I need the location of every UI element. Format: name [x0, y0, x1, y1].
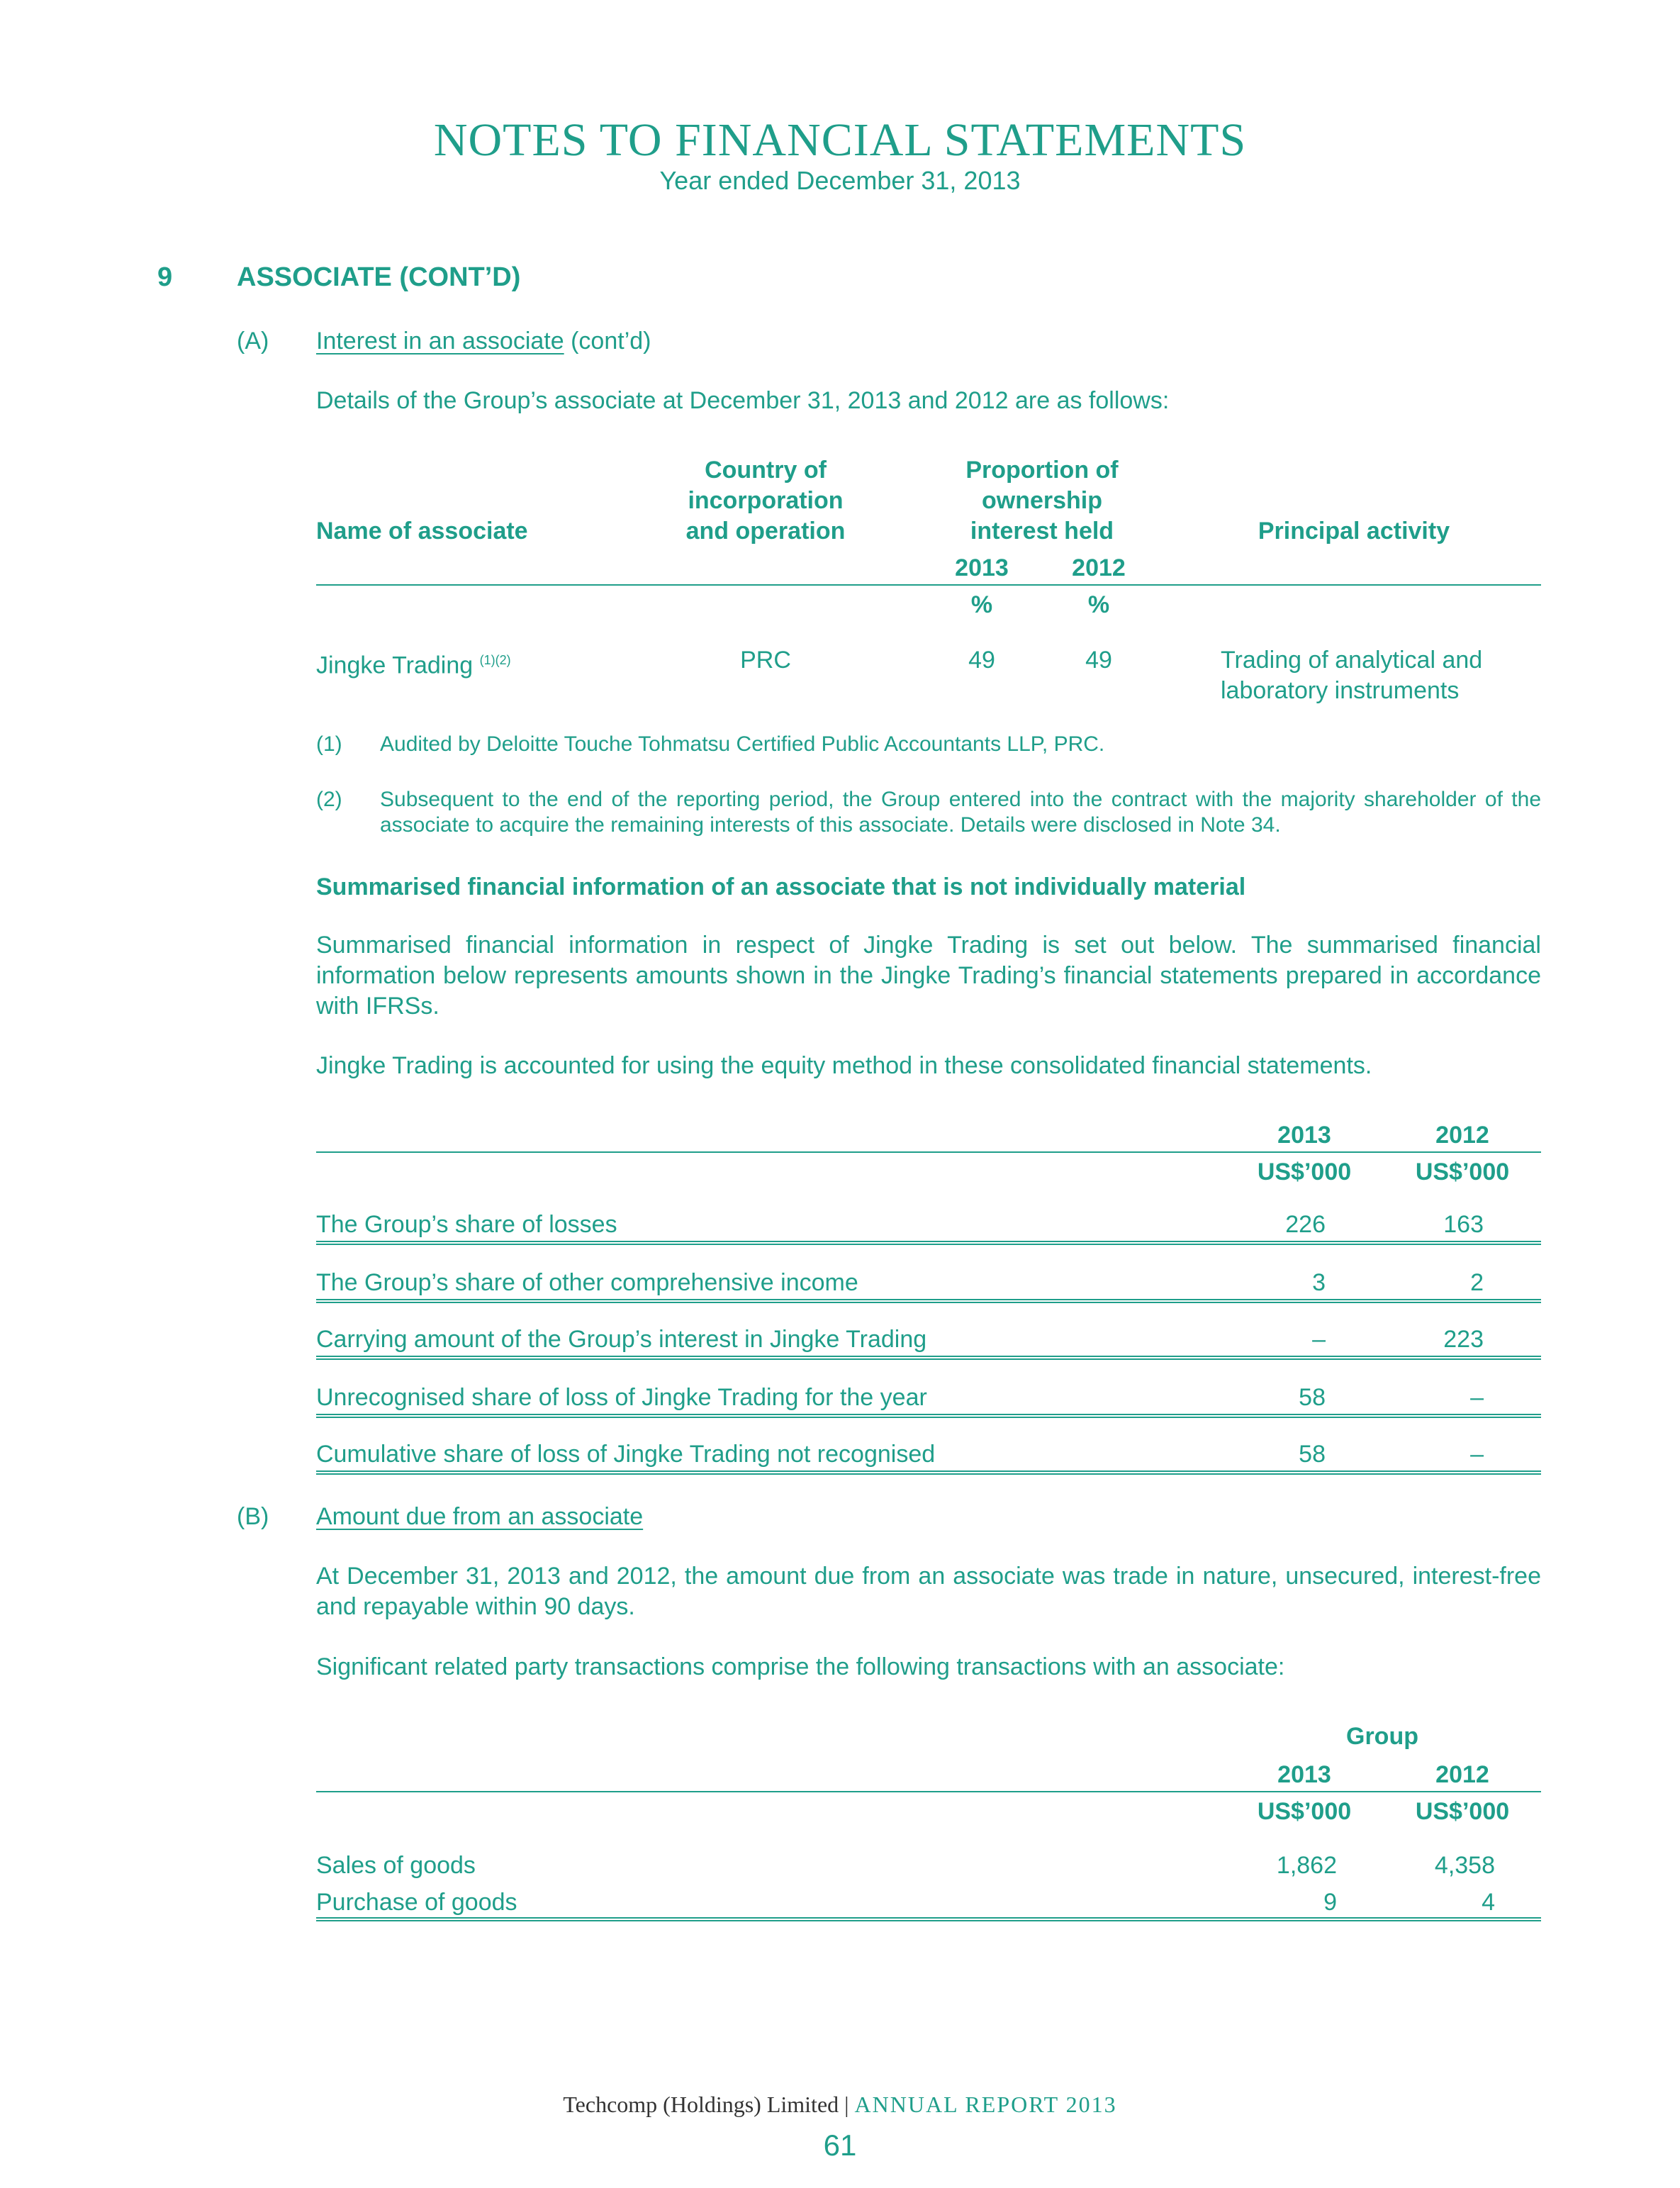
- part-b-label: (B): [237, 1503, 269, 1530]
- part-a-label: (A): [237, 328, 269, 355]
- associate-country: PRC: [740, 647, 791, 674]
- summary-row-2012: 163: [1443, 1211, 1484, 1238]
- summary-row-label: The Group’s share of other comprehensive income: [316, 1269, 858, 1296]
- rpt-unit-2013: US$’000: [1257, 1798, 1352, 1825]
- footnote-2-text: Subsequent to the end of the reporting period, the Group entered into the contract with the majority shareholder of the associate to acquire the remaining interests of this associate. Details were disclosed in Note 34.: [380, 788, 1541, 837]
- associate-note-ref: (1)(2): [479, 653, 511, 667]
- associate-name: Jingke Trading: [316, 652, 474, 679]
- rpt-row-2012: 4,358: [1434, 1852, 1495, 1879]
- footnote-1-label: (1): [316, 732, 342, 756]
- col-header-name: Name of associate: [316, 518, 528, 545]
- rpt-row-2013: 1,862: [1276, 1852, 1337, 1879]
- summary-row-double-rule: [316, 1356, 1541, 1360]
- footer: [0, 2092, 1680, 2118]
- summary-row-label: The Group’s share of losses: [316, 1211, 617, 1238]
- page-title: NOTES TO FINANCIAL STATEMENTS: [433, 114, 1247, 166]
- pct-2012: %: [1087, 591, 1110, 618]
- footer-report: ANNUAL REPORT 2013: [854, 2092, 1117, 2117]
- rpt-row-label: Purchase of goods: [316, 1889, 517, 1916]
- col-header-activity: Principal activity: [1258, 518, 1450, 545]
- summary-row-label: Unrecognised share of loss of Jingke Trading for the year: [316, 1384, 927, 1411]
- summary-row-2012: –: [1470, 1441, 1484, 1468]
- summary-unit-2013: US$’000: [1257, 1159, 1352, 1185]
- rpt-table-rule: [316, 1791, 1541, 1792]
- footnote-1-text: Audited by Deloitte Touche Tohmatsu Certified Public Accountants LLP, PRC.: [380, 732, 1105, 756]
- summary-row-label: Cumulative share of loss of Jingke Trading not recognised: [316, 1441, 936, 1468]
- part-b-paragraph-1: At December 31, 2013 and 2012, the amount due from an associate was trade in nature, unsecured, interest-free and repayable within 90 days.: [316, 1563, 1541, 1620]
- rpt-row-2013: 9: [1323, 1889, 1337, 1916]
- rpt-col-2013: 2013: [1277, 1761, 1331, 1788]
- associate-2012: 49: [1085, 647, 1112, 674]
- section-title: ASSOCIATE (CONT’D): [237, 262, 521, 292]
- part-b-paragraph-2: Significant related party transactions comprise the following transactions with an associate:: [316, 1653, 1285, 1680]
- summary-row-2012: 223: [1443, 1326, 1484, 1353]
- summary-row-2013: 58: [1299, 1384, 1326, 1411]
- summary-heading: Summarised financial information of an associate that is not individually material: [316, 873, 1246, 900]
- col-header-2012: 2012: [1072, 554, 1126, 581]
- summary-row-double-rule: [316, 1414, 1541, 1418]
- summary-table-rule: [316, 1151, 1541, 1153]
- rpt-col-2012: 2012: [1435, 1761, 1489, 1788]
- footer-separator: |: [839, 2092, 855, 2117]
- col-header-proportion: Proportion of ownership interest held: [965, 457, 1119, 545]
- summary-row-double-rule: [316, 1299, 1541, 1303]
- part-a-heading: Interest in an associate: [316, 328, 564, 355]
- summary-row-2013: 226: [1285, 1211, 1326, 1238]
- table-rule: [316, 584, 1541, 586]
- associate-activity: Trading of analytical and laboratory instruments: [1221, 647, 1483, 704]
- page-number: 61: [823, 2128, 857, 2162]
- rpt-row-2012: 4: [1482, 1889, 1495, 1916]
- rpt-double-rule: [316, 1917, 1541, 1921]
- summary-row-2013: 58: [1299, 1441, 1326, 1468]
- page-subtitle: Year ended December 31, 2013: [659, 166, 1021, 195]
- part-a-intro: Details of the Group’s associate at December 31, 2013 and 2012 are as follows:: [316, 387, 1170, 414]
- summary-row-double-rule: [316, 1241, 1541, 1245]
- summary-paragraph-2: Jingke Trading is accounted for using the equity method in these consolidated financial statements.: [316, 1052, 1372, 1079]
- footnote-2-label: (2): [316, 788, 342, 811]
- summary-col-2013: 2013: [1277, 1122, 1331, 1149]
- part-a-heading-suffix: (cont’d): [564, 328, 651, 355]
- summary-paragraph-1: Summarised financial information in respect of Jingke Trading is set out below. The summarised financial information below represents amounts shown in the Jingke Trading’s financial statements prepared in accordance with IFRSs.: [316, 932, 1541, 1020]
- summary-row-2012: –: [1470, 1384, 1484, 1411]
- summary-col-2012: 2012: [1435, 1122, 1489, 1149]
- col-header-2013: 2013: [955, 554, 1009, 581]
- part-b-heading: Amount due from an associate: [316, 1503, 644, 1530]
- summary-unit-2012: US$’000: [1415, 1159, 1510, 1185]
- rpt-unit-2012: US$’000: [1415, 1798, 1510, 1825]
- part-a-heading-line: [316, 326, 651, 357]
- associate-name-cell: [316, 645, 511, 681]
- summary-row-label: Carrying amount of the Group’s interest in Jingke Trading: [316, 1326, 927, 1353]
- summary-row-2012: 2: [1470, 1269, 1484, 1296]
- associate-2013: 49: [968, 647, 995, 674]
- col-header-country: Country of incorporation and operation: [685, 457, 846, 545]
- group-header: Group: [1346, 1723, 1418, 1750]
- rpt-row-label: Sales of goods: [316, 1852, 476, 1879]
- section-number: 9: [157, 262, 173, 292]
- pct-2013: %: [970, 591, 993, 618]
- summary-row-2013: –: [1312, 1326, 1326, 1353]
- summary-row-double-rule: [316, 1470, 1541, 1475]
- summary-row-2013: 3: [1312, 1269, 1326, 1296]
- footer-company: Techcomp (Holdings) Limited: [563, 2092, 839, 2117]
